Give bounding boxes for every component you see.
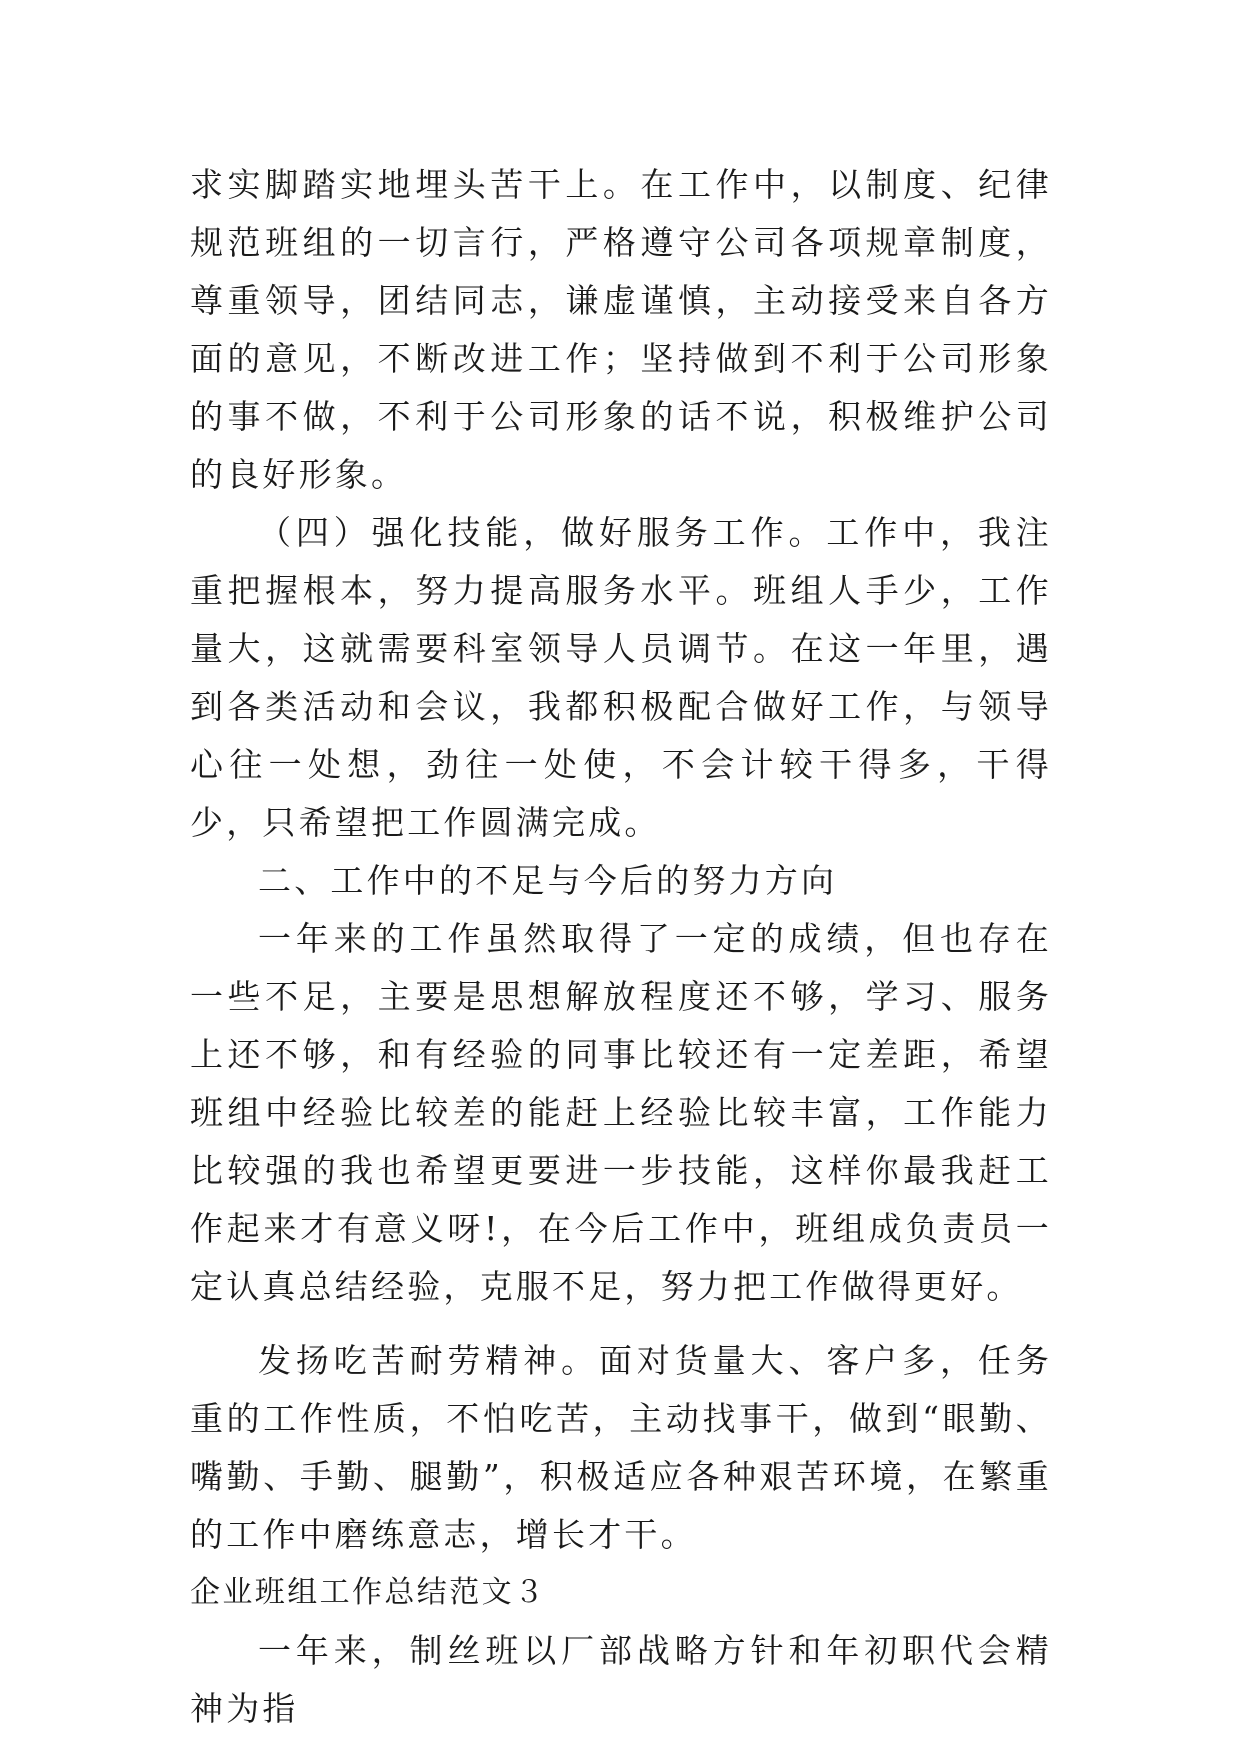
document-body — [190, 156, 1052, 1738]
paragraph-opening: 一年来，制丝班以厂部战略方针和年初职代会精神为指 — [190, 1631, 1052, 1728]
document-heading: 企业班组工作总结范文３ — [190, 1575, 547, 1610]
section-heading-shortcomings: 二、工作中的不足与今后的努力方向 — [258, 861, 838, 900]
paragraph-hard-work: 发扬吃苦耐劳精神。面对货量大、客户多，任务重的工作性质，不怕吃苦，主动找事干，做到“眼勤、嘴勤、手勤、腿勤”，积极适应各种艰苦环境，在繁重的工作中磨练意志，增长才干。 — [190, 1341, 1052, 1554]
paragraph-skills-service: （四）强化技能，做好服务工作。工作中，我注重把握根本，努力提高服务水平。班组人手少，工作量大，这就需要科室领导人员调节。在这一年里，遇到各类活动和会议，我都积极配合做好工作，与领导心往一处想，劲往一处使，不会计较干得多，干得少，只希望把工作圆满完成。 — [190, 513, 1052, 842]
paragraph-shortcomings: 一年来的工作虽然取得了一定的成绩，但也存在一些不足，主要是思想解放程度还不够，学习、服务上还不够，和有经验的同事比较还有一定差距，希望班组中经验比较差的能赶上经验比较丰富，工作能力比较强的我也希望更要进一步技能，这样你最我赶工作起来才有意义呀!，在今后工作中，班组成负责员一定认真总结经验，克服不足，努力把工作做得更好。 — [190, 919, 1052, 1306]
paragraph-conduct: 求实脚踏实地埋头苦干上。在工作中，以制度、纪律规范班组的一切言行，严格遵守公司各项规章制度，尊重领导，团结同志，谦虚谨慎，主动接受来自各方面的意见，不断改进工作；坚持做到不利于公司形象的事不做，不利于公司形象的话不说，积极维护公司的良好形象。 — [190, 165, 1052, 494]
